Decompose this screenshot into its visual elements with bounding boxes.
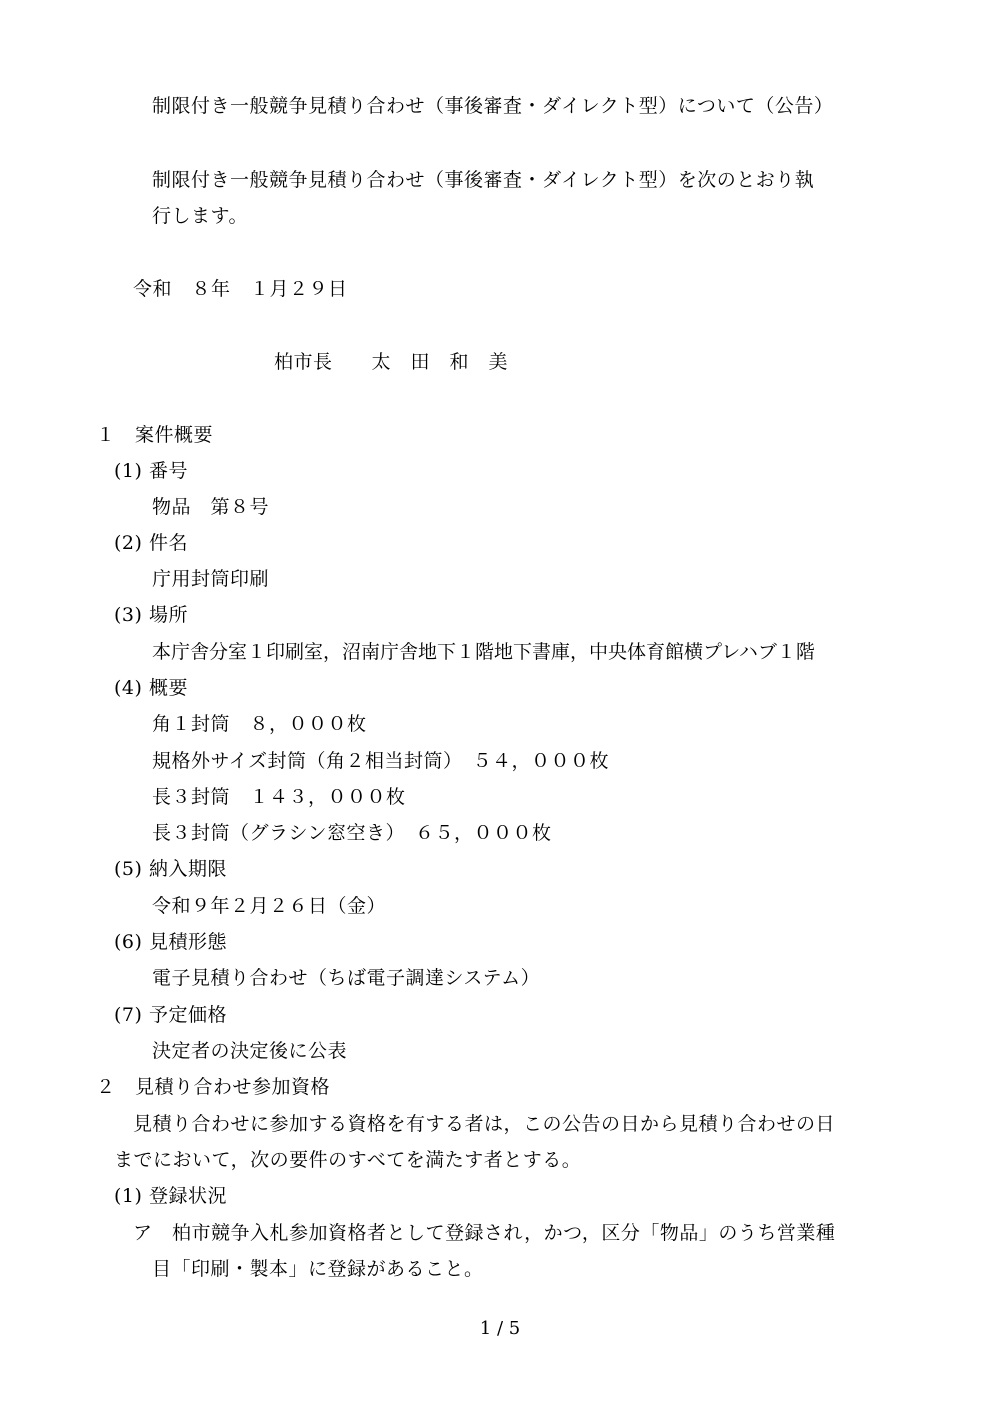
document-title: 制限付き一般競争見積り合わせ（事後審査・ダイレクト型）について（公告） [152,95,834,117]
item-4-value-line-2: 規格外サイズ封筒（角２相当封筒） ５４，０００枚 [152,750,609,772]
item-2-label: (2) 件名 [114,532,188,554]
issuer-name: 柏市長 太 田 和 美 [274,351,509,373]
item-1-value: 物品 第８号 [152,496,270,518]
item-5-value: 令和９年２月２６日（金） [152,895,387,917]
item-2-value: 庁用封筒印刷 [152,568,270,590]
item-7-label: (7) 予定価格 [114,1004,227,1026]
sub-1-label: (1) 登録状況 [114,1185,227,1207]
page-number: 1 / 5 [479,1318,521,1339]
item-3-value: 本庁舎分室１印刷室，沼南庁舎地下１階地下書庫，中央体育館横プレハブ１階 [152,641,815,663]
item-3-label: (3) 場所 [114,604,188,626]
item-6-label: (6) 見積形態 [114,931,227,953]
intro-text-line-1: 制限付き一般競争見積り合わせ（事後審査・ダイレクト型）を次のとおり執 [152,169,815,191]
item-4-value-line-3: 長３封筒 １４３，０００枚 [152,786,406,808]
item-4-value-line-4: 長３封筒（グラシン窓空き） ６５，０００枚 [152,822,552,844]
intro-text-line-2: 行します。 [152,205,248,227]
section-2-heading: ２ 見積り合わせ参加資格 [96,1076,331,1098]
sub-1-a-line-2: 目「印刷・製本」に登録があること。 [152,1258,484,1280]
section-2-para-line-1: 見積り合わせに参加する資格を有する者は，この公告の日から見積り合わせの日 [133,1113,836,1135]
sub-1-a-line-1: ア 柏市競争入札参加資格者として登録され，かつ，区分「物品」のうち営業種 [133,1222,836,1244]
section-2-para-line-2: までにおいて，次の要件のすべてを満たす者とする。 [114,1149,582,1171]
item-7-value: 決定者の決定後に公表 [152,1040,348,1062]
item-6-value: 電子見積り合わせ（ちば電子調達システム） [152,967,541,989]
notice-date: 令和 ８年 １月２９日 [133,278,348,300]
item-1-label: (1) 番号 [114,460,188,482]
item-5-label: (5) 納入期限 [114,858,227,880]
item-4-label: (4) 概要 [114,677,188,699]
item-4-value-line-1: 角１封筒 ８，０００枚 [152,713,367,735]
section-1-heading: １ 案件概要 [96,424,214,446]
